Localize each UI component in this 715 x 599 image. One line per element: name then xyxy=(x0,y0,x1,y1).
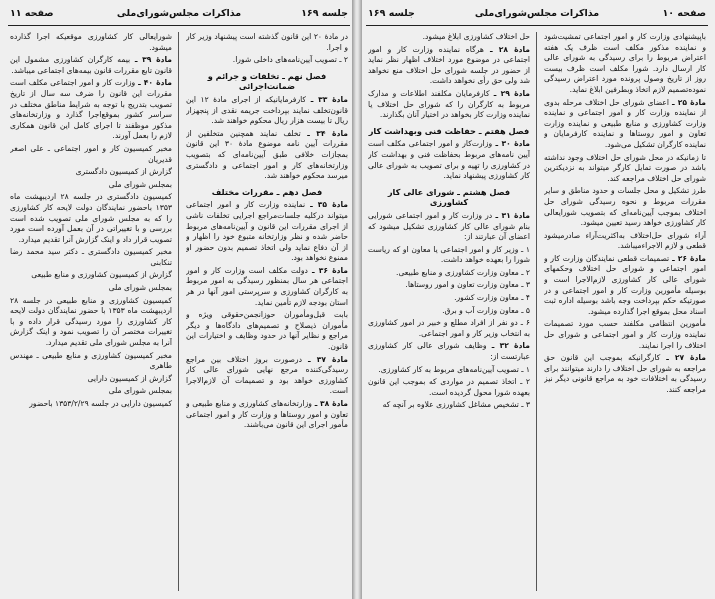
left-page-right-column xyxy=(186,32,348,593)
article-number: مادهٔ ۳۳ ـ xyxy=(306,94,348,104)
article-number: مادهٔ ۲۸ ـ xyxy=(483,44,530,54)
article-paragraph xyxy=(544,153,706,185)
right-page xyxy=(366,0,708,599)
article-paragraph xyxy=(186,55,348,66)
article-paragraph xyxy=(368,211,530,243)
article-paragraph xyxy=(186,32,348,53)
article-text: اعضای شورای حل اختلاف مرحله بدوی از نماینده وزارت کار و امور اجتماعی و نماینده وزارت کشاورزی و منابع طبیعی و نماینده وزارت تعاون و امور روستاها و نماینده کارفرمایان و نماینده کارگران تشکیل می‌شود. xyxy=(544,97,706,149)
right-column-divider xyxy=(536,32,537,591)
article-paragraph xyxy=(10,55,172,76)
article-text: ۳ ـ معاون وزارت تعاون و امور روستاها. xyxy=(405,280,530,290)
article-paragraph xyxy=(10,144,172,165)
article-paragraph xyxy=(544,353,706,395)
left-page-left-column xyxy=(10,32,172,593)
article-text: آراء شورای حل‌اختلاف به‌اکثریت‌آراء صادرمیشود قطعی و لازم الاجراءمیباشد. xyxy=(544,230,706,251)
article-text: گزارش از کمیسیون دارایی xyxy=(87,373,172,383)
left-page-header xyxy=(8,8,350,24)
right-page-number: صفحه ۱۰ xyxy=(662,8,706,19)
left-header-title: مذاکرات مجلس‌شورای‌ملی xyxy=(116,8,242,19)
article-text: وزارت‌کار و امور اجتماعی مکلف است آیین نامه‌های مربوط بحفاظت فنی و بهداشت کار در کشاورزی را تهیه و برای تصویب به شورای عالی کار کشاورزی پیشنهاد نماید. xyxy=(368,139,530,181)
section-heading: فصل هشتم ـ شورای عالی کار کشاورزی xyxy=(387,186,511,208)
article-paragraph xyxy=(186,399,348,431)
article-paragraph xyxy=(10,78,172,142)
article-paragraph xyxy=(368,245,530,266)
section-heading: فصل هفتم ـ حفاظت فنی وبهداشت کار xyxy=(368,125,530,136)
article-text: شورایعالی کار کشاورزی موقعیکه اجرا گذارده میشود. xyxy=(10,32,172,52)
article-number: مادهٔ ۳۴ ـ xyxy=(300,128,348,138)
section-heading: فصل نهم ـ تخلفات و جرائم و ضمانت‌اجرائی xyxy=(207,70,327,92)
article-text: مأمورین انتظامی مکلفند حسب مورد تصمیمات نماینده وزارت کار و امور اجتماعی و شورای حل اختلاف را اجرا نمایند. xyxy=(544,319,706,350)
article-number: مادهٔ ۳۰ ـ xyxy=(492,139,530,149)
article-paragraph xyxy=(10,374,172,385)
article-number: مادهٔ ۳۹ ـ xyxy=(130,55,172,65)
article-text: گزارش از کمیسیون دادگستری xyxy=(75,167,172,177)
article-text: حل اختلاف کشاورزی ابلاغ میشود. xyxy=(422,32,530,41)
article-text: تا زمانیکه در محل شورای حل اختلاف وجود نداشته باشد در صورت تمایل کارگر میتواند به نزدیکترین شورای حل اختلاف مراجعه کند. xyxy=(544,152,706,183)
article-text: بیمه کارگران کشاورزی مشمول این قانون تابع مقررات قانون بیمه‌های اجتماعی میباشد. xyxy=(10,55,172,75)
article-text: بمجلس شورای ملی xyxy=(108,179,172,189)
article-paragraph xyxy=(368,32,530,43)
article-number: مادهٔ ۳۲ ـ xyxy=(486,341,530,351)
article-text: هرگاه نماینده وزارت کار و امور اجتماعی در موضوع مورد اختلاف اظهار نظر نماید از حضور در جلسه شورای حل اختلاف منع نخواهد شد ولی حق رأی نخواهد داشت. xyxy=(368,44,530,86)
book-gutter xyxy=(352,0,362,599)
article-paragraph xyxy=(10,386,172,397)
article-number: مادهٔ ۲۹ ـ xyxy=(489,88,530,98)
article-text: در مادهٔ ۲۰ این قانون گذشته است پیشنهاد وزیر کار و اجرا. xyxy=(186,32,348,52)
article-number: مادهٔ ۲۶ ـ xyxy=(669,253,706,263)
article-text: درصورت بروز اختلاف بین مراجع رسیدگی‌کننده مرجع نهایی شورای عالی کار کشاورزی خواهد بود و تصمیمات آن لازم‌الاجرا است. xyxy=(186,354,348,396)
article-paragraph xyxy=(186,200,348,264)
article-text: ۲ ـ اتخاذ تصمیم در مواردی که بموجب این قانون بعهده شورا محول گردیده است. xyxy=(368,377,530,397)
left-page xyxy=(8,0,350,599)
article-paragraph xyxy=(368,293,530,304)
article-text: تخلف نمایند همچنین متخلفین از مقررات آیین نامه موضوع مادهٔ ۳۰ این قانون بمجازات خلافی طبق آیین‌نامه‌ای که بتصویب وزارتخانه‌های کار و امور اجتماعی و دادگستری میرسد محکوم خواهند شد. xyxy=(186,128,348,181)
article-paragraph xyxy=(368,268,530,279)
article-paragraph xyxy=(186,129,348,182)
article-text: بمجلس شورای ملی xyxy=(108,386,172,396)
article-text: ۶ ـ دو نفر از افراد مطلع و خبیر در امور کشاورزی به انتخاب وزیر کار و امور اجتماعی. xyxy=(368,318,530,338)
article-paragraph xyxy=(10,167,172,178)
article-paragraph xyxy=(186,95,348,127)
article-text: تصمیمات قطعی نمایندگان وزارت کار و امور اجتماعی و شورای حل اختلاف وحکمهای شورای عالی کار کشاورزی لازم‌الاجرا است و بوسیله مأمورین وزارت کار و امور اجتماعی و در صورتیکه حکم بپرداخت وجه باشد بوسیله اداره ثبت اسناد محل بموقع اجرا گذارده میشود. xyxy=(544,253,706,316)
article-text: وزارت کار و امور اجتماعی مکلف است مقررات این قانون را ضرف سه سال از تاریخ تصویب بتدریج با توجه به شرایط مناطق مختلف در سراسر کشور بموقع‌اجرا گذارد و وزارتخانه‌های مذکور موظفند تا اجرای کامل این قانون همکاری لازم را بعمل آورند. xyxy=(10,78,172,141)
article-text: دولت مکلف است وزارت کار و امور اجتماعی هر سال بمنظور رسیدگی به امور مربوط به کارگران کشاورزی و سرپرستی امور آنها در هر استان بودجه لازم تأمین نماید. xyxy=(186,265,348,307)
article-paragraph xyxy=(368,341,530,362)
left-session-label: جلسه ۱۶۹ xyxy=(301,8,348,19)
article-paragraph xyxy=(368,280,530,291)
right-session-label: جلسه ۱۶۹ xyxy=(368,8,415,19)
right-page-left-column xyxy=(368,32,530,593)
article-number: مادهٔ ۴۰ ـ xyxy=(135,78,172,88)
article-text: مخبر کمیسیون دادگستری ـ دکتر سید محمد رضا تنکابنی xyxy=(10,247,172,267)
article-text: وظایف شورای عالی کار کشاورزی عبارتست از: xyxy=(368,341,530,362)
article-text: ۲ ـ تصویب آیین‌نامه‌های داخلی شورا. xyxy=(232,55,348,65)
article-paragraph xyxy=(544,186,706,228)
article-text: بابت قبل‌ومأموران حوزانجمن‌حقوقی ویژه و مأموران ذیصلاح و تصمیم‌های دادگاه‌ها و دیگر مراجع و نظایر آنها در حدود وظایف و اختیارات این قانون. xyxy=(186,310,348,352)
article-text: ۱ ـ وزیر کار و امور اجتماعی یا معاون او که ریاست شورا را بعهده خواهد داشت. xyxy=(368,244,530,265)
article-text: کمیسیون دادگستری در جلسه ۲۸ اردیبهشت ماه ۱۳۵۳ باحضور نمایندگان دولت لایحه کار کشاورزی را که به مجلس شورای ملی تصویب شده است بررسی و با تغییراتی در آن بعمل آورده است مورد تصویب قرار داد و اینک گزارش آنرا تقدیم میدارد. xyxy=(10,192,172,244)
article-text: کارگرانیکه بموجب این قانون حق مراجعه به شورای حل اختلاف را دارند میتوانند برای رسیدگی به اختلافات خود به مراجع قانونی دیگر نیز مراجعه کنند. xyxy=(544,353,706,394)
article-text: مخبر کمیسیون کار و امور اجتماعی ـ علی اصغر قدیریان xyxy=(10,143,172,164)
article-text: وزارتخانه‌های کشاورزی و منابع طبیعی و تعاون و امور روستاها و وزارت کار و امور اجتماعی مأمور اجرای این قانون می‌باشند. xyxy=(186,399,348,430)
right-header-title: مذاکرات مجلس‌شورای‌ملی xyxy=(474,8,600,19)
article-paragraph xyxy=(368,306,530,317)
article-paragraph xyxy=(368,400,530,411)
article-paragraph xyxy=(368,318,530,339)
article-paragraph xyxy=(368,139,530,181)
article-text: طرز تشکیل و محل جلسات و حدود مناطق و سایر مقررات مربوط و نحوه رسیدگی شورای حل اختلاف بموجب آیین‌نامه‌ای که بتصویب شورایعالی کار کشاورزی خواهد رسید تعیین میشود. xyxy=(544,186,706,228)
article-paragraph xyxy=(10,192,172,245)
left-header-rule xyxy=(8,25,350,26)
article-paragraph xyxy=(368,377,530,398)
article-paragraph xyxy=(10,399,172,410)
article-number: مادهٔ ۳۸ ـ xyxy=(311,399,348,408)
article-paragraph xyxy=(544,231,706,252)
article-text: ۳ ـ تشخیص مشاغل کشاورزی علاوه بر آنچه که xyxy=(382,400,530,410)
article-paragraph xyxy=(10,296,172,349)
article-number: مادهٔ ۳۷ ـ xyxy=(302,354,348,364)
article-paragraph xyxy=(10,351,172,372)
article-paragraph xyxy=(186,355,348,397)
article-paragraph xyxy=(10,180,172,191)
right-header-rule xyxy=(366,25,708,26)
article-text: باپیشنهادی وزارت کار و امور اجتماعی تمشیت‌شود و نماینده مذکور مکلف است ظرف یک هفته اعتراض مربوط را برای رسیدگی به شورای عالی کار ارسال دارد. شورا مکلف است ظرف بیست روز از تاریخ وصول پرونده مورد اعتراض رسیدگی نموده‌تصمیم لازم اتخاذ وبطرفین ابلاغ نماید. xyxy=(544,32,706,94)
article-text: نماینده وزارت کار و امور اجتماعی میتواند درکلیه جلسات‌مراجع اجرایی تخلفات ناشی از اجرای مقررات این قانون و آیین‌نامه‌های مربوط حاضر شده و نظر وزارتخانه متبوع خود را اظهار و از آن دفاع نماید ولی اتخاذ تصمیم بدون حضور او ممنوع نخواهد بود. xyxy=(186,200,348,263)
article-text: کارفرمایان مکلفند اطلاعات و مدارک مربوط به کارگران را که شورای حل اختلاف یا نماینده وزارت کار بخواهد در اختیار آنان بگذارند. xyxy=(368,88,530,120)
article-paragraph xyxy=(10,32,172,53)
left-column-divider xyxy=(178,32,179,591)
article-text: ۱ ـ تصویب آیین‌نامه‌های مربوط به کار کشاورزی. xyxy=(378,364,530,374)
article-paragraph xyxy=(10,247,172,268)
article-number: مادهٔ ۳۱ ـ xyxy=(492,210,530,220)
article-number: مادهٔ ۲۵ ـ xyxy=(668,97,706,107)
article-number: مادهٔ ۳۵ ـ xyxy=(305,200,348,210)
article-text: کمیسیون کشاورزی و منابع طبیعی در جلسه ۲۸ اردیبهشت ماه ۱۳۵۳ با حضور نمایندگان دولت لایحه کار کشاورزی را مورد رسیدگی قرار داده و با تغییرات مختصر آن را تصویب نمود و اینک گزارش آنرا به مجلس شورای ملی تقدیم میدارد. xyxy=(10,295,172,348)
section-heading: فصل دهم ـ مقررات مختلف xyxy=(211,186,323,197)
article-paragraph xyxy=(10,283,172,294)
article-text: ۵ ـ معاون وزارت آب و برق. xyxy=(442,305,530,315)
article-number: مادهٔ ۲۷ ـ xyxy=(660,353,706,363)
article-paragraph xyxy=(544,98,706,151)
article-paragraph xyxy=(186,310,348,352)
article-text: مخبر کمیسیون کشاورزی و منابع طبیعی ـ مهندس طاهری xyxy=(10,350,172,371)
article-text: کمیسیون دارایی در جلسه ۱۳۵۳/۲/۲۹ باحضور xyxy=(29,399,172,408)
article-paragraph xyxy=(368,45,530,87)
article-text: گزارش از کمیسیون کشاورزی و منابع طبیعی xyxy=(31,270,172,280)
article-text: کارفرمایانیکه از اجرای مادهٔ ۱۲ این قانون‌تخلف نمایند بپرداخت جریمه نقدی از پنجهزار ریال تا بیست هزار ریال محکوم خواهند شد. xyxy=(186,94,348,126)
article-paragraph xyxy=(544,32,706,96)
article-paragraph xyxy=(186,266,348,308)
article-text: ۲ ـ معاون وزارت کشاورزی و منابع طبیعی. xyxy=(396,267,530,277)
article-text: ۴ ـ معاون وزارت کشور. xyxy=(454,293,530,303)
article-text: در وزارت کار و امور اجتماعی شورایی بنام شورای عالی کار کشاورزی تشکیل میشود که اعضای آن عبارتند از: xyxy=(368,210,530,242)
article-paragraph xyxy=(10,270,172,281)
right-page-header xyxy=(366,8,708,24)
article-text: بمجلس شورای ملی xyxy=(108,283,172,293)
article-paragraph xyxy=(544,254,706,318)
left-page-number: صفحه ۱۱ xyxy=(10,8,54,19)
article-number: مادهٔ ۳۶ ـ xyxy=(307,265,348,275)
right-page-right-column xyxy=(544,32,706,593)
article-paragraph xyxy=(368,89,530,121)
article-paragraph xyxy=(368,365,530,376)
article-paragraph xyxy=(544,319,706,351)
